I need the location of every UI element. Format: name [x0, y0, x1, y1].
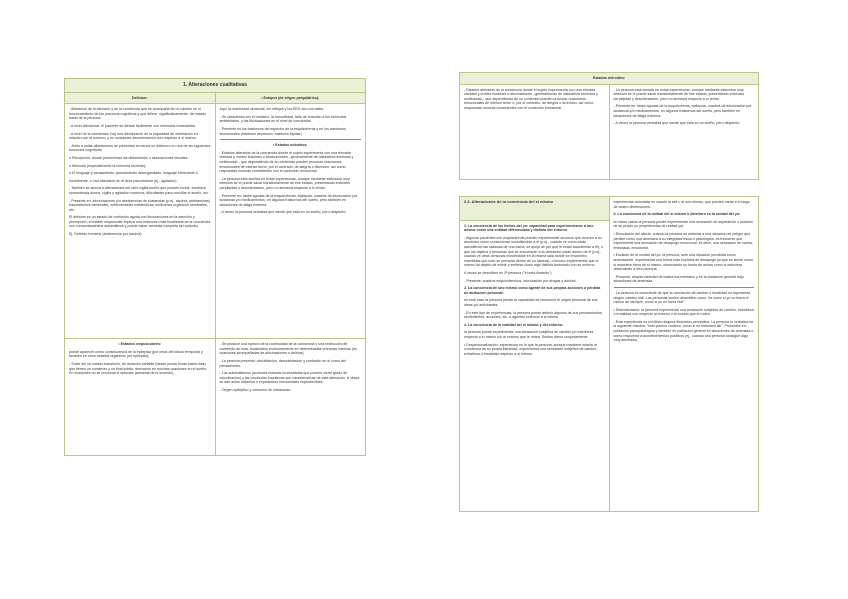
- paragraph: • Desrealización: la persona experimenta una sensación subjetiva de cambio, extrañeza o irrealidad con respecto al entorno o al mundo que le rodea.: [613, 307, 754, 317]
- paragraph: - Se produce una ruptura de la continuidad de la conciencia y una restricción del contenido de esta, focalizados exclusivamente en determinadas vivencias internas (en ocasiones acompañadas de alucinaciones o delirios).: [219, 342, 358, 356]
- paragraph: experiencias anómalas en cuanto al self o al uno mismo, que pueden variar a lo largo de cuatro dimensiones:: [613, 200, 750, 209]
- paragraph: o Memoria (especialmente la memoria reciente);: [69, 163, 147, 168]
- paragraph: puede aparecer como consecuencia de la epilepsia (por crisis del lóbulo temporal) y también en otros estados orgánicos (en epilepsia).: [69, 349, 203, 359]
- paragraph: - Presente: amplia variedad de trastornos mentales y en la población general bajo situaciones de amenaza.: [613, 274, 744, 284]
- paragraph: - La persona es consciente de que su sensación de cambio o irrealidad no representa ningún cambio real. Las personas suelen describirlo como "es como si yo no fuera el mismo de siempre, como si yo no fuera real".: [613, 290, 751, 305]
- paragraph: Aquí la reactividad sensorial, los reflejos y los EEG son normales.: [219, 107, 325, 112]
- oniroides-heading: Estados oniroides:: [460, 73, 759, 85]
- paragraph: • Despersonalización: experiencia en la que la persona, aunque mantiene intacta la conciencia de su propia identidad, experimenta una sensación subjetiva de cambio, extrañeza o irrealidad respecto a sí mismo.: [464, 342, 598, 356]
- paragraph: incoherente, o una alteración en el área psicomotora (ej., agitación).: [69, 178, 178, 183]
- subheading: 2. La conciencia de uno mismo como agente de sus propias acciones o pérdida de atribución personal:: [464, 286, 601, 295]
- subheading: 4. La conciencia de la realidad del sí mismo y del entorno:: [464, 322, 564, 327]
- left-page: [60, 70, 380, 540]
- estupor-cell: [215, 104, 366, 339]
- crepusculares-heading: • Estados crepusculares:: [118, 342, 162, 347]
- paragraph: - Estados alterados de la conciencia donde el sujeto experimenta con una elevada claridad y vividez ilusiones o alucinaciones –generalmente de naturaleza escénica y multimodal–, que dependiendo de su contenido pueden provocar reacciones emocionales de intenso terror, por el contrario, de alegría o diversión, así como respuestas motoras consistentes con el contenido emocional.: [219, 150, 354, 174]
- section-2-2-heading: 2.2. Alteraciones de la conciencia del sí mismo: [460, 197, 610, 221]
- estupor-heading: • Estupor (de origen psiquiátrico):: [215, 92, 366, 104]
- paragraph: A veces se describen en 3ª persona ("él está flotando").: [464, 271, 553, 276]
- oniroides-right-cell: [609, 84, 759, 179]
- subheading: 3. La conciencia de la unidad del sí mismo o deterioro en la unidad del yo:: [613, 212, 741, 217]
- conciencia-si-mismo-table: [459, 196, 759, 512]
- delirium-heading: Delirium:: [65, 92, 216, 104]
- paragraph: Ej. Delirium tremens (abstinencia por alcohol).: [69, 232, 143, 237]
- paragraph: • Escisión de la unidad del yo: la persona, ante una situación percibida como amenazante, experimenta una forma más explícita de desapego ya que se siente como si estuviera fuera de sí mismo, observando su forma de actuar como si estuviera observando a otra persona.: [613, 253, 753, 272]
- paragraph: - A nivel de la conciencia: hay una disminución de la capacidad de orientación en relación con el entorno, y en ocasiones desorientación con respecto a sí mismo.: [69, 131, 198, 141]
- paragraph: - Estados alterados de la conciencia donde el sujeto experimenta con una elevada claridad y vividez ilusiones o alucinaciones –generalmente de naturaleza escénica y multimodal–, que dependiendo de su contenido pueden provocar reacciones emocionales de intenso terror o, por el contrario, de alegría o diversión, así como respuestas motoras consistentes con el contenido emocional.: [464, 87, 598, 110]
- paragraph: - La persona presenta: obnubilación, desorientación y confusión en el curso del pensamiento.: [219, 358, 346, 368]
- paragraph: - La persona está sumida en estas experiencias, aunque mediante estímulos muy intensos se le puede sacar transitoriamente de ese estado, presentando entonces perplejidad y desorientación, pero no amnesia respecto a lo vivido.: [219, 176, 351, 190]
- paragraph: - Algunos pacientes con esquizofrenia pueden experimentar sucesos que ocurren a su alrededor como si estuvieran sucediéndole a él (p.ej., cuando ve cómo están sacudiendo las sábanas de una cama, se queja de por qué le están sacudiendo a él), o que los objetos y personas que se encuentran a su alrededor están dentro de él (p.ej., cuando ve otras personas moviéndose en la misma sala donde se encuentra, manifiesta que todo se precipita dentro de su cabeza), o incluso experimentar que el mismo ha dejado de existir y sentirse como algo distinto fusionado con su entorno.: [464, 235, 604, 268]
- oniroides-subheading: • Estados oniroides:: [272, 143, 308, 148]
- paragraph: - A veces la persona verbaliza que siente que está en un sueño, pero despierto.: [219, 210, 347, 215]
- section-2-2-left-cell: [460, 220, 610, 511]
- paragraph: o Percepción: donde predominan las distorsiones o alucinaciones visuales.: [69, 155, 189, 160]
- paragraph: la persona puede experimentar una sensación subjetiva de cambio y/o extrañeza respecto a sí mismo y/o al entorno que le rodea. Suelen darse conjuntamente.: [464, 330, 594, 339]
- divider: [220, 139, 362, 140]
- divider: [614, 287, 755, 288]
- paragraph: - Los automatismos (acciones motoras involuntarias que poseen cierto grado de coordinación) y las conductas impulsivas son características de esta alteración. A veces se dan actos violentos o explosiones emocionales impredecibles.: [219, 371, 360, 385]
- paragraph: - Origen epiléptico y consumo de sustancias.: [219, 387, 292, 392]
- paragraph: - Presente en: fases agudas de la esquizofrenia, epilepsia, cuadros de intoxicación por sustancia y/o medicamentos, en algunos trastornos del sueño, pero también en situaciones de fatiga extrema.: [613, 104, 752, 118]
- paragraph: en este caso la persona pierde la capacidad de reconocer el origen personal de sus ideas y/o actividades.: [464, 298, 598, 307]
- paragraph: - Suele ser un estado transitorio, de duración variable (desde pocas horas hasta días) que tienen un comienzo y un final súbito, derivando en muchas ocasiones en el sueño. En ocasiones no se recuerda el episodio (amnesia de lo ocurrido).: [69, 361, 208, 376]
- crepusculares-cell: [65, 339, 216, 456]
- delirium-cell: [65, 104, 216, 339]
- paragraph: en estos casos la persona puede experimentar una sensación de separación o escisión de su propio yo (experiencias de unidad yo).: [613, 219, 753, 229]
- paragraph: - En este tipo de experiencias, la persona puede atribuir algunos de sus pensamientos, sentimientos, acciones, etc. a agentes externos a sí mismo.: [464, 310, 603, 320]
- paragraph: - Presente: cuadros esquizofrénicos, intoxicación por drogas y alcohol.: [464, 278, 577, 283]
- crepusculares-detail-cell: [215, 339, 366, 456]
- estados-oniroides-table: [459, 72, 759, 180]
- paragraph: - A nivel atencional: el paciente se distrae fácilmente con estímulos irrelevantes.: [69, 123, 197, 128]
- paragraph: - Se caracteriza por el mutismo, la inmovilidad, falta de reacción a los estímulos ambientales, y las fluctuaciones en el nivel de conciencia.: [219, 114, 347, 124]
- paragraph: - Alteración de la atención y de la conciencia que se acompaña de un cambio en el funcionamiento de los procesos cognitivos y que difiere, significativamente, del estado basal de la persona.: [69, 107, 207, 121]
- paragraph: - A veces la persona verbaliza que siente que está en un sueño, pero despierto.: [613, 121, 741, 126]
- paragraph: - Junto a estas alteraciones se presentan al menos un deterioro en una de las siguientes funciones cognitivas:: [69, 143, 211, 153]
- paragraph: - Presente en: fases agudas de la esquizofrenia, epilepsia, cuadros de intoxicación por sustancia y/o medicamentos, en algunos trastornos del sueño, pero también en situaciones de fatiga extrema.: [219, 193, 358, 207]
- oniroides-left-cell: [460, 84, 610, 179]
- alteraciones-cualitativas-table: [64, 78, 366, 456]
- paragraph: • Disociación del afecto: cuando la persona se enfrenta a una situación de peligro que percibe como una amenaza a su integridad física o psicológica, es frecuente que experimente una sensación de desapego emocional, es decir, una sensación de calma, embotada, emocional.: [613, 231, 753, 250]
- paragraph: - También se asocia a alteraciones del ciclo vigilia-sueño que pueden incluir: excesiva somnolencia diurna, vigilia y agitación nocturna, dificultades para conciliar el sueño, etc.: [69, 186, 210, 195]
- paragraph: - Esta experiencia no conlleva ninguna distorsión perceptiva. La persona lo verbaliza de la siguiente manera: "todo parece confuso, como si no estuviera allí". Presentes en: población psicopatológica y también en población general en situaciones de amenaza o como respuesta a acontecimientos positivos (ej., cuando una persona consigue algo muy anhelado).: [613, 319, 754, 343]
- right-page: [455, 60, 790, 540]
- paragraph: El delirium es un estado de confusión aguda con fluctuaciones en la atención y percepción, el estado crepuscular implica una reducción más focalizada de la conciencia con comportamientos automáticos y puede haber amnesia completa del episodio.: [69, 215, 211, 229]
- paragraph: - Presente en: intoxicaciones y/o abstinencias de sustancias (p.ej., alcohol, anfetaminas) traumatismos cerebrales, enfermedades metabólicas, síndromes orgánicos cerebrales, etc.: [69, 198, 211, 212]
- section-title: 1. Alteraciones cualitativas: [65, 79, 366, 93]
- section-2-2-intro-cell: [609, 197, 759, 512]
- subheading: 1. La conciencia de los límites del yo: capacidad para experimentarse a uno mismo como una entidad diferenciada y distinta del entorno.: [464, 223, 594, 233]
- paragraph: - Presente en los trastornos del espectro de la esquizofrenia y en los trastornos emocionales (trastorno depresivo, trastorno bipolar).: [219, 126, 346, 136]
- paragraph: - La persona está sumida en estas experiencias, aunque mediante estímulos muy intensos se le puede sacar transitoriamente de ese estado, presentando entonces perplejidad y desorientación, pero no amnesia respecto a lo vivido.: [613, 87, 745, 101]
- paragraph: o El lenguaje y pensamiento: pensamiento desorganizado, lenguaje irrelevante o: [69, 171, 198, 176]
